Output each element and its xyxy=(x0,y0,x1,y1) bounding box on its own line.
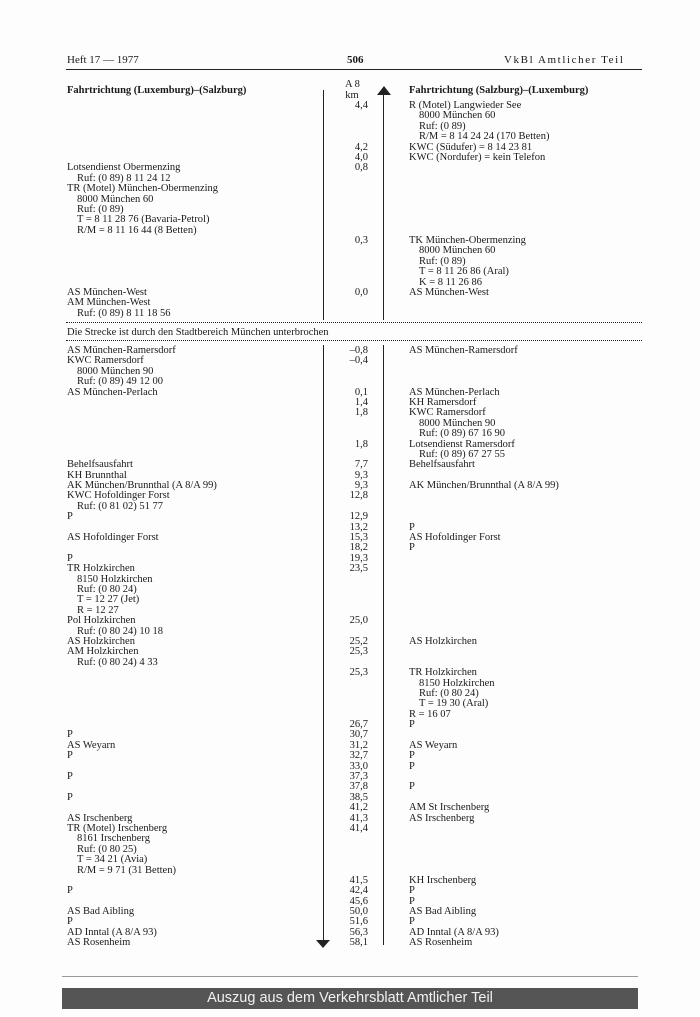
km-value: 32,7 xyxy=(349,750,368,762)
left-entry xyxy=(67,267,337,277)
left-entry: 8161 Irschenberg xyxy=(77,833,150,845)
left-entry xyxy=(67,876,337,886)
left-entry: AS München-West xyxy=(67,287,147,299)
left-entry xyxy=(67,699,337,709)
right-entry: Ruf: (0 89) xyxy=(419,120,466,132)
km-value xyxy=(320,679,368,689)
left-entry: R/M = 9 71 (31 Betten) xyxy=(77,864,176,876)
left-entry: KWC Ramersdorf xyxy=(67,355,144,367)
left-entry xyxy=(67,236,337,246)
right-column xyxy=(409,101,644,319)
km-value xyxy=(320,205,368,215)
km-value xyxy=(320,699,368,709)
left-entry: Pol Holzkirchen xyxy=(67,615,136,627)
km-title-text: A 8 km xyxy=(345,79,360,101)
header-publication: VkBl Amtlicher Teil xyxy=(504,54,625,66)
left-entry xyxy=(67,398,337,408)
left-entry: 8150 Holzkirchen xyxy=(77,573,153,585)
break-rule-bottom xyxy=(66,340,642,341)
km-value: 12,8 xyxy=(349,490,368,502)
right-entry: P xyxy=(409,521,415,533)
right-entry: P xyxy=(409,916,415,928)
left-entry: R = 12 27 xyxy=(77,604,119,616)
footer-rule xyxy=(62,976,638,977)
left-entry: AS Bad Aibling xyxy=(67,906,135,918)
left-entry: P xyxy=(67,511,73,523)
km-value: 25,3 xyxy=(349,667,368,679)
right-entry: T = 19 30 (Aral) xyxy=(419,698,489,710)
right-entry xyxy=(409,512,644,522)
km-value xyxy=(320,845,368,855)
left-entry xyxy=(67,143,337,153)
left-entry: AS Rosenheim xyxy=(67,937,131,949)
km-value: 30,7 xyxy=(349,729,368,741)
arrow-up-icon xyxy=(377,86,391,95)
right-entry: KWC (Nordufer) = kein Telefon xyxy=(409,151,546,163)
km-value: 1,8 xyxy=(354,407,368,419)
km-value: 45,6 xyxy=(349,895,368,907)
right-direction-title: Fahrtrichtung (Salzburg)–(Luxemburg) xyxy=(409,85,589,96)
right-entry xyxy=(409,855,644,865)
right-entry: KWC (Südufer) = 8 14 23 81 xyxy=(409,141,533,153)
right-entry xyxy=(409,845,644,855)
right-entry: R = 16 07 xyxy=(409,708,451,720)
direction-line-right-top xyxy=(383,94,384,320)
km-value: 41,3 xyxy=(349,812,368,824)
left-entry: AM Holzkirchen xyxy=(67,646,139,658)
right-entry xyxy=(409,491,644,501)
right-entry: AS München-West xyxy=(409,287,489,299)
left-column xyxy=(67,346,337,949)
right-entry xyxy=(409,824,644,834)
right-entry: Ruf: (0 80 24) xyxy=(419,687,479,699)
left-entry xyxy=(67,408,337,418)
km-value xyxy=(320,111,368,121)
left-entry: P xyxy=(67,750,73,762)
right-entry: Behelfsausfahrt xyxy=(409,459,475,471)
right-entry: P xyxy=(409,895,415,907)
km-value: 56,3 xyxy=(349,926,368,938)
km-value: 51,6 xyxy=(349,916,368,928)
km-value: 12,9 xyxy=(349,511,368,523)
km-value xyxy=(320,195,368,205)
km-value: 50,0 xyxy=(349,906,368,918)
km-value: 0,0 xyxy=(354,287,368,299)
left-entry: TR (Motel) München-Obermenzing xyxy=(67,183,219,195)
km-value xyxy=(320,419,368,429)
right-entry xyxy=(409,502,644,512)
left-entry: Ruf: (0 80 24) 4 33 xyxy=(77,656,158,668)
km-value: 42,4 xyxy=(349,885,368,897)
right-entry: P xyxy=(409,542,415,554)
km-value xyxy=(320,575,368,585)
right-entry xyxy=(409,367,644,377)
left-entry: T = 12 27 (Jet) xyxy=(77,594,140,606)
right-entry: AK München/Brunnthal (A 8/A 99) xyxy=(409,480,559,492)
left-entry xyxy=(67,101,337,111)
left-entry: AK München/Brunnthal (A 8/A 99) xyxy=(67,480,217,492)
km-value: –0,8 xyxy=(349,345,368,356)
km-value: 25,2 xyxy=(349,635,368,647)
km-value: 4,4 xyxy=(354,100,368,111)
km-value xyxy=(320,377,368,387)
km-value: 9,3 xyxy=(354,469,368,481)
km-value: 37,8 xyxy=(349,781,368,793)
left-entry: R/M = 8 11 16 44 (8 Betten) xyxy=(77,224,197,236)
left-entry: AS Hofoldinger Forst xyxy=(67,532,159,544)
right-entry: R/M = 8 14 24 24 (170 Betten) xyxy=(419,131,550,143)
left-entry xyxy=(67,668,337,678)
left-entry xyxy=(67,762,337,772)
right-entry xyxy=(409,575,644,585)
left-entry: Ruf: (0 80 25) xyxy=(77,843,137,855)
right-entry xyxy=(409,163,644,173)
left-entry: AS Irschenberg xyxy=(67,812,133,824)
right-entry: KH Irschenberg xyxy=(409,874,477,886)
left-entry: TR Holzkirchen xyxy=(67,563,135,575)
km-value xyxy=(320,689,368,699)
right-entry xyxy=(409,616,644,626)
left-entry xyxy=(67,689,337,699)
left-entry: 8000 München 60 xyxy=(77,193,154,205)
left-entry xyxy=(67,132,337,142)
right-entry: K = 8 11 26 86 xyxy=(419,276,482,288)
right-entry: T = 8 11 26 86 (Aral) xyxy=(419,266,509,278)
left-column xyxy=(67,101,337,319)
left-entry xyxy=(67,710,337,720)
right-entry: AS Weyarn xyxy=(409,739,458,751)
km-value: 13,2 xyxy=(349,521,368,533)
right-entry xyxy=(409,298,644,308)
right-entry: 8150 Holzkirchen xyxy=(419,677,495,689)
right-entry xyxy=(409,647,644,657)
km-value: 31,2 xyxy=(349,739,368,751)
km-value xyxy=(320,367,368,377)
right-entry: KWC Ramersdorf xyxy=(409,407,486,419)
header-rule xyxy=(66,69,642,70)
km-value: 19,3 xyxy=(349,552,368,564)
left-entry xyxy=(67,257,337,267)
left-entry: AD Inntal (A 8/A 93) xyxy=(67,926,157,938)
right-entry xyxy=(409,215,644,225)
right-entry: P xyxy=(409,760,415,772)
km-value: 0,3 xyxy=(354,235,368,247)
right-entry xyxy=(409,174,644,184)
left-entry: Ruf: (0 89) 8 11 18 56 xyxy=(77,307,171,319)
right-entry: AS Bad Aibling xyxy=(409,906,477,918)
km-value xyxy=(320,429,368,439)
km-value xyxy=(320,595,368,605)
right-entry xyxy=(409,595,644,605)
left-entry: AM München-West xyxy=(67,297,151,309)
km-value xyxy=(320,122,368,132)
right-entry xyxy=(409,356,644,366)
right-entry: Lotsendienst Ramersdorf xyxy=(409,438,515,450)
interruption-note: Die Strecke ist durch den Stadtbereich München unterbrochen xyxy=(67,327,329,338)
km-value xyxy=(320,309,368,319)
left-entry: P xyxy=(67,791,73,803)
left-entry: Ruf: (0 80 24) xyxy=(77,583,137,595)
right-entry: AS Rosenheim xyxy=(409,937,473,949)
km-column-title xyxy=(345,79,359,101)
left-entry xyxy=(67,246,337,256)
left-entry: P xyxy=(67,916,73,928)
right-entry: TK München-Obermenzing xyxy=(409,235,526,247)
km-value xyxy=(320,257,368,267)
km-column xyxy=(320,101,368,319)
right-entry: R (Motel) Langwieder See xyxy=(409,100,522,111)
left-entry: Ruf: (0 81 02) 51 77 xyxy=(77,500,164,512)
left-entry: AS Weyarn xyxy=(67,739,116,751)
left-entry: Behelfsausfahrt xyxy=(67,459,133,471)
left-entry xyxy=(67,679,337,689)
right-entry xyxy=(409,772,644,782)
right-entry xyxy=(409,309,644,319)
left-entry: AS Holzkirchen xyxy=(67,635,135,647)
right-entry xyxy=(409,834,644,844)
km-value xyxy=(320,585,368,595)
left-entry xyxy=(67,419,337,429)
km-value: 25,3 xyxy=(349,646,368,658)
right-entry: P xyxy=(409,885,415,897)
km-value: 0,1 xyxy=(354,386,368,398)
km-value: 33,0 xyxy=(349,760,368,772)
km-value: 41,2 xyxy=(349,802,368,814)
km-value: 26,7 xyxy=(349,719,368,731)
km-value: 58,1 xyxy=(349,937,368,949)
break-rule-top xyxy=(66,322,642,323)
left-entry: P xyxy=(67,729,73,741)
km-value: 4,2 xyxy=(354,141,368,153)
left-entry xyxy=(67,543,337,553)
left-entry: 8000 München 90 xyxy=(77,365,154,377)
left-entry: P xyxy=(67,552,73,564)
right-entry: P xyxy=(409,750,415,762)
header-issue: Heft 17 — 1977 xyxy=(67,54,139,66)
km-value: 1,4 xyxy=(354,396,368,408)
right-entry: AD Inntal (A 8/A 93) xyxy=(409,926,499,938)
km-value xyxy=(320,184,368,194)
left-entry xyxy=(67,720,337,730)
km-value: 23,5 xyxy=(349,563,368,575)
right-entry: P xyxy=(409,781,415,793)
left-entry: Ruf: (0 89) 8 11 24 12 xyxy=(77,172,171,184)
km-value: 7,7 xyxy=(354,459,368,471)
right-entry: TR Holzkirchen xyxy=(409,667,477,679)
left-entry: AS München-Perlach xyxy=(67,386,158,398)
left-entry: T = 34 21 (Avia) xyxy=(77,854,148,866)
right-entry xyxy=(409,205,644,215)
left-entry: AS München-Ramersdorf xyxy=(67,345,176,356)
km-value xyxy=(320,215,368,225)
right-entry: Ruf: (0 89) 67 27 55 xyxy=(419,448,506,460)
left-entry: KWC Hofoldinger Forst xyxy=(67,490,170,502)
left-entry xyxy=(67,429,337,439)
km-value xyxy=(320,855,368,865)
km-value xyxy=(320,174,368,184)
km-value: 25,0 xyxy=(349,615,368,627)
right-entry: Ruf: (0 89) xyxy=(419,255,466,267)
km-column xyxy=(320,346,368,949)
left-entry xyxy=(67,122,337,132)
left-entry: P xyxy=(67,885,73,897)
left-entry: Lotsendienst Obermenzing xyxy=(67,162,181,174)
km-value xyxy=(320,834,368,844)
right-entry: AS Holzkirchen xyxy=(409,635,477,647)
right-entry: AS Hofoldinger Forst xyxy=(409,532,501,544)
km-value: –0,4 xyxy=(349,355,368,367)
km-value xyxy=(320,246,368,256)
left-entry xyxy=(67,440,337,450)
left-entry: KH Brunnthal xyxy=(67,469,127,481)
km-value xyxy=(320,132,368,142)
left-entry: P xyxy=(67,771,73,783)
left-entry: Ruf: (0 89) xyxy=(77,203,124,215)
right-entry xyxy=(409,585,644,595)
right-entry: P xyxy=(409,719,415,731)
km-value: 15,3 xyxy=(349,532,368,544)
km-value: 37,3 xyxy=(349,771,368,783)
right-entry: 8000 München 60 xyxy=(419,110,496,122)
right-entry: Ruf: (0 89) 67 16 90 xyxy=(419,428,506,440)
right-entry xyxy=(409,564,644,574)
right-entry: 8000 München 90 xyxy=(419,417,496,429)
km-value: 0,8 xyxy=(354,162,368,174)
km-value: 4,0 xyxy=(354,151,368,163)
km-value: 18,2 xyxy=(349,542,368,554)
right-entry xyxy=(409,195,644,205)
footer-banner: Auszug aus dem Verkehrsblatt Amtlicher Teil xyxy=(62,988,638,1009)
right-entry: AM St Irschenberg xyxy=(409,802,490,814)
left-entry: TR (Motel) Irschenberg xyxy=(67,822,168,834)
right-entry: AS Irschenberg xyxy=(409,812,475,824)
left-entry xyxy=(67,111,337,121)
km-value: 41,4 xyxy=(349,822,368,834)
km-value xyxy=(320,298,368,308)
right-entry: AS München-Ramersdorf xyxy=(409,345,518,356)
right-entry xyxy=(409,554,644,564)
left-entry: T = 8 11 28 76 (Bavaria-Petrol) xyxy=(77,214,210,226)
km-value: 38,5 xyxy=(349,791,368,803)
right-entry xyxy=(409,377,644,387)
right-entry: KH Ramersdorf xyxy=(409,396,477,408)
page-number: 506 xyxy=(347,54,364,66)
right-entry: AS München-Perlach xyxy=(409,386,500,398)
left-entry: Ruf: (0 89) 49 12 00 xyxy=(77,376,164,388)
km-value: 9,3 xyxy=(354,480,368,492)
left-entry: Ruf: (0 80 24) 10 18 xyxy=(77,625,164,637)
km-value xyxy=(320,267,368,277)
left-direction-title: Fahrtrichtung (Luxemburg)–(Salzburg) xyxy=(67,85,247,96)
direction-line-right-bottom xyxy=(383,345,384,945)
right-entry: 8000 München 60 xyxy=(419,245,496,257)
right-entry xyxy=(409,184,644,194)
km-value: 41,5 xyxy=(349,874,368,886)
right-column xyxy=(409,346,644,949)
left-entry xyxy=(67,782,337,792)
right-entry xyxy=(409,606,644,616)
km-value: 1,8 xyxy=(354,438,368,450)
